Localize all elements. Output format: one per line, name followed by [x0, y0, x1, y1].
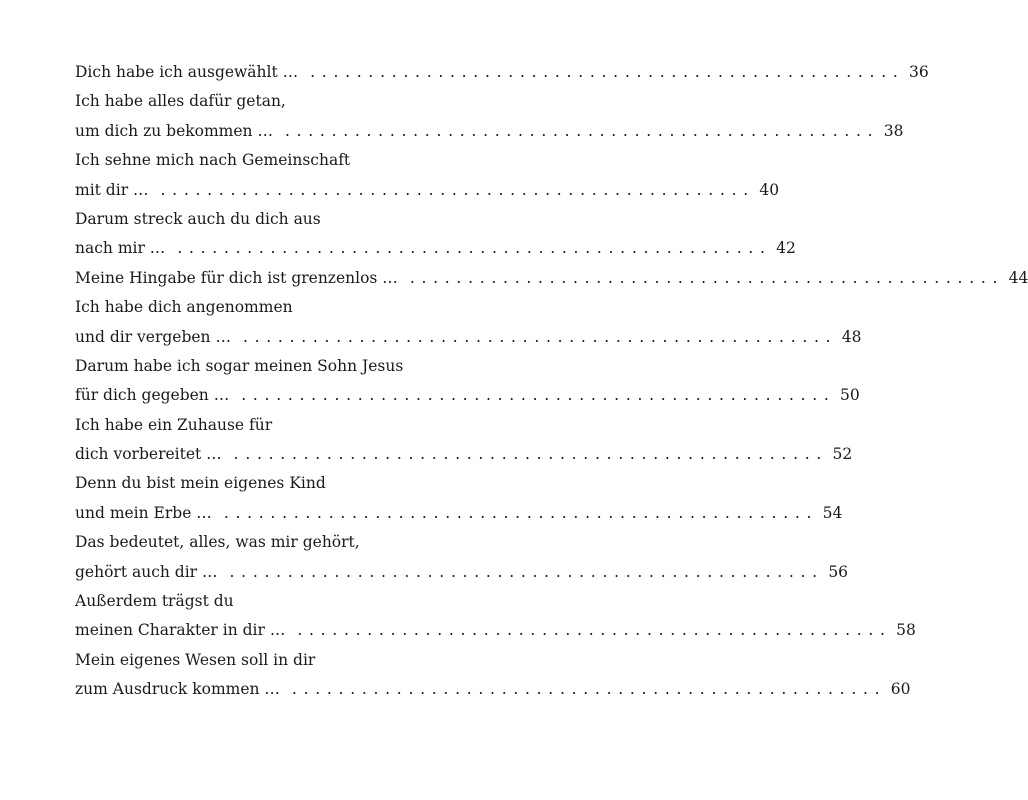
toc-page-number: 54 — [822, 503, 843, 522]
toc-page-number: 58 — [896, 621, 916, 640]
toc-page-number: 42 — [776, 239, 796, 258]
toc-entry[interactable] — [75, 146, 780, 205]
dot-leader: . . . . . . . . . . . . . . . . . . . . . . . . . . . . . . . . . . . . . . . . . . . . . . . . . . . — [160, 180, 750, 199]
toc-entry-title: Dich habe ich ausgewählt … — [75, 63, 299, 81]
toc-entry-title: Außerdem trägst du — [75, 592, 234, 611]
toc-entry-line — [75, 587, 447, 616]
toc-entry[interactable] — [75, 411, 853, 470]
toc-entry-line — [75, 176, 780, 205]
toc-entry[interactable] — [75, 87, 904, 146]
toc-page-number: 44 — [1008, 268, 1028, 287]
toc-entry-line — [75, 146, 447, 175]
toc-entry[interactable] — [75, 264, 1028, 293]
toc-page-number: 60 — [890, 680, 911, 699]
toc-entry-line — [75, 58, 929, 87]
toc-entry-line — [75, 264, 1028, 293]
toc-entry[interactable] — [75, 293, 862, 352]
toc-entry[interactable] — [75, 58, 929, 87]
toc-entry-title: meinen Charakter in dir … — [75, 621, 286, 640]
toc-entry[interactable] — [75, 528, 849, 587]
toc-entry[interactable] — [75, 469, 843, 528]
dot-leader: . . . . . . . . . . . . . . . . . . . . . . . . . . . . . . . . . . . . . . . . . . . . . . . . . . . — [177, 239, 766, 258]
toc-entry-title: Ich habe dich angenommen — [75, 298, 293, 317]
toc-entry-line — [75, 528, 447, 557]
toc-entry-line — [75, 234, 796, 263]
toc-page-number: 50 — [840, 386, 860, 405]
toc-entry-line — [75, 499, 843, 528]
dot-leader: . . . . . . . . . . . . . . . . . . . . . . . . . . . . . . . . . . . . . . . . . . . . . . . . . . . — [297, 621, 886, 640]
table-of-contents — [75, 58, 1028, 705]
toc-entry-title: mit dir … — [75, 180, 149, 199]
toc-page-number: 52 — [832, 445, 853, 464]
dot-leader: . . . . . . . . . . . . . . . . . . . . . . . . . . . . . . . . . . . . . . . . . . . . . . . . . . . — [242, 327, 832, 346]
toc-page-number: 36 — [908, 63, 929, 81]
dot-leader: . . . . . . . . . . . . . . . . . . . . . . . . . . . . . . . . . . . . . . . . . . . . . . . . . . . — [223, 503, 813, 522]
toc-page-number: 48 — [841, 327, 862, 346]
toc-entry-title: nach mir … — [75, 239, 166, 258]
toc-entry-line — [75, 323, 862, 352]
toc-entry-line — [75, 616, 916, 645]
toc-entry-line — [75, 411, 447, 440]
toc-entry-title: Meine Hingabe für dich ist grenzenlos … — [75, 268, 398, 287]
toc-entry-title: und mein Erbe … — [75, 503, 212, 522]
toc-entry-title: Darum streck auch du dich aus — [75, 209, 321, 228]
toc-page-number: 56 — [828, 562, 849, 581]
toc-page-number: 38 — [883, 121, 904, 140]
toc-entry-line — [75, 352, 447, 381]
toc-entry[interactable] — [75, 205, 796, 264]
dot-leader: . . . . . . . . . . . . . . . . . . . . . . . . . . . . . . . . . . . . . . . . . . . . . . . . . . . — [233, 445, 823, 464]
toc-entry-line — [75, 558, 849, 587]
toc-page-number: 40 — [759, 180, 780, 199]
toc-entry-title: Denn du bist mein eigenes Kind — [75, 474, 326, 493]
dot-leader: . . . . . . . . . . . . . . . . . . . . . . . . . . . . . . . . . . . . . . . . . . . . . . . . . . . — [310, 63, 899, 81]
toc-entry-line — [75, 381, 860, 410]
dot-leader: . . . . . . . . . . . . . . . . . . . . . . . . . . . . . . . . . . . . . . . . . . . . . . . . . . . — [241, 386, 830, 405]
toc-entry-title: zum Ausdruck kommen … — [75, 680, 280, 699]
toc-entry-line — [75, 293, 447, 322]
toc-entry-title: Ich habe alles dafür getan, — [75, 92, 286, 111]
toc-entry-title: Darum habe ich sogar meinen Sohn Jesus — [75, 356, 404, 375]
toc-entry[interactable] — [75, 646, 911, 705]
toc-entry-line — [75, 646, 447, 675]
toc-entry-title: Das bedeutet, alles, was mir gehört, — [75, 533, 360, 552]
dot-leader: . . . . . . . . . . . . . . . . . . . . . . . . . . . . . . . . . . . . . . . . . . . . . . . . . . . — [284, 121, 874, 140]
toc-entry-title: Ich sehne mich nach Gemeinschaft — [75, 151, 351, 170]
dot-leader: . . . . . . . . . . . . . . . . . . . . . . . . . . . . . . . . . . . . . . . . . . . . . . . . . . . — [291, 680, 881, 699]
toc-entry-title: dich vorbereitet … — [75, 445, 222, 464]
toc-entry-line — [75, 469, 447, 498]
toc-entry-line — [75, 87, 447, 116]
toc-entry-title: Ich habe ein Zuhause für — [75, 415, 273, 434]
toc-entry-line — [75, 675, 911, 704]
toc-entry-title: Mein eigenes Wesen soll in dir — [75, 650, 316, 669]
toc-entry-line — [75, 117, 904, 146]
toc-entry-line — [75, 205, 447, 234]
toc-entry-title: um dich zu bekommen … — [75, 121, 273, 140]
dot-leader: . . . . . . . . . . . . . . . . . . . . . . . . . . . . . . . . . . . . . . . . . . . . . . . . . . . — [409, 268, 999, 287]
toc-entry-line — [75, 440, 853, 469]
toc-entry-title: für dich gegeben … — [75, 386, 230, 405]
toc-entry[interactable] — [75, 352, 860, 411]
toc-entry[interactable] — [75, 587, 916, 646]
toc-entry-title: gehört auch dir … — [75, 562, 218, 581]
dot-leader: . . . . . . . . . . . . . . . . . . . . . . . . . . . . . . . . . . . . . . . . . . . . . . . . . . . — [229, 562, 819, 581]
toc-entry-title: und dir vergeben … — [75, 327, 231, 346]
